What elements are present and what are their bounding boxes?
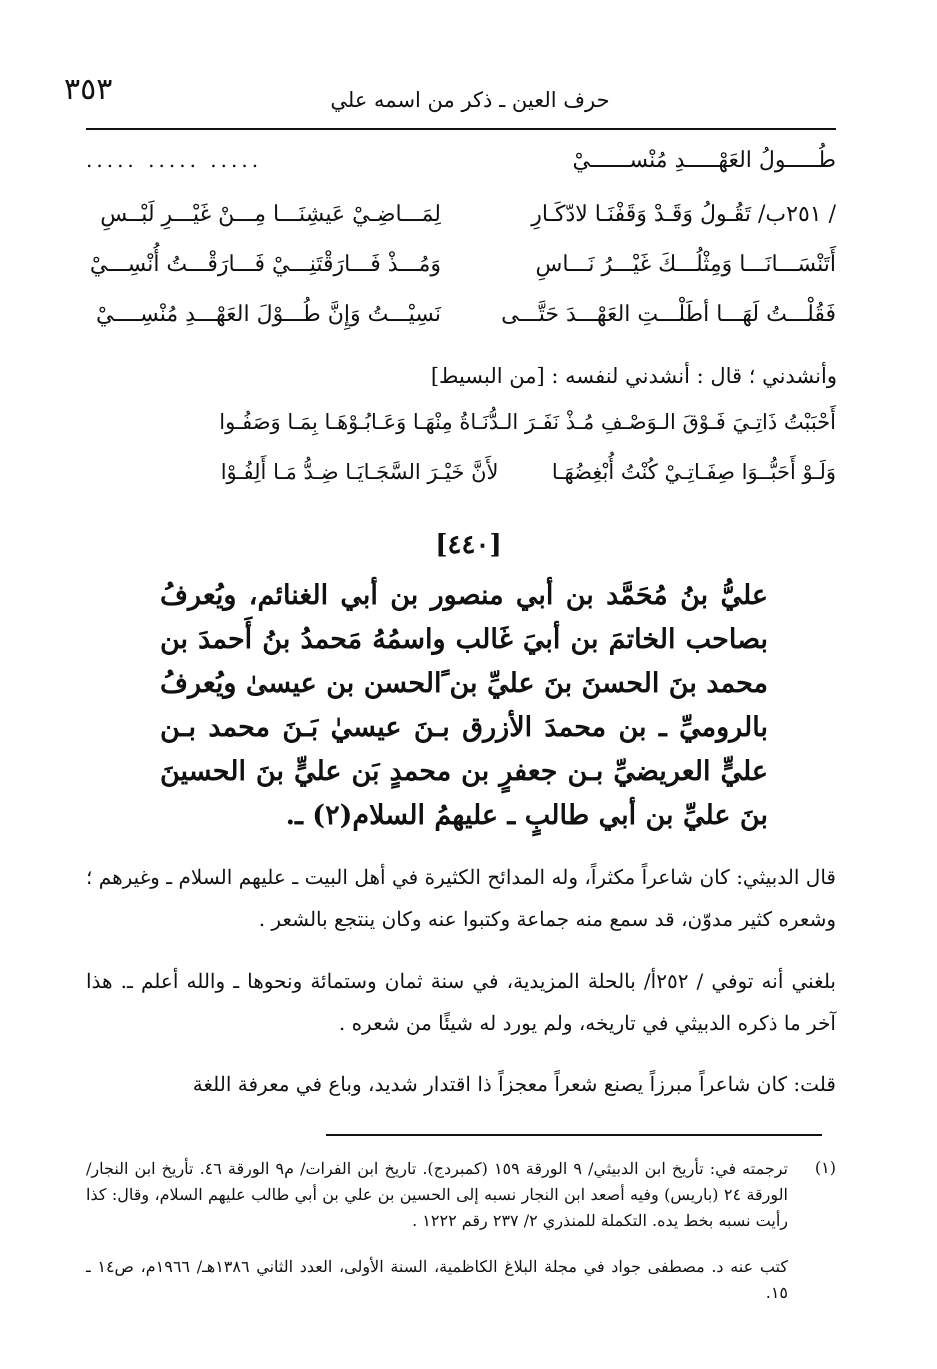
poem-verse-row <box>86 202 836 252</box>
ellipsis-dots: ‪..... ..... .....‬ <box>86 148 263 172</box>
poem-full-line: وَلَـوْ أَحَبُّــوَا صِفَـاتِـيْ كُنْتُ أُبْغِضُهَـا لأَنَّ خَيْـرَ السَّجَـايَـا ضِـدُّ مَـا أَلِفُـوْا <box>220 460 836 484</box>
body-paragraph: بلغني أنه توفي / ٢٥٢أ/ بالحلة المزيدية، في سنة ثمان وستمائة ونحوها ـ والله أعلم ـ. هذا آخر ما ذكره الدبيثي في تاريخه، ولم يورد له شيئًا من شعره . <box>86 969 836 1035</box>
footnote-text: كتب عنه د. مصطفى جواد في مجلة البلاغ الكاظمية، السنة الأولى، العدد الثاني ١٣٨٦هـ/ ١٩٦٦م، ص١٤ ـ ١٥. <box>86 1257 788 1302</box>
poem-hemistich-left: لِمَـــاضِـيْ عَيشِنَـــا مِـــنْ غَيْـــرِ لَبْــسِ <box>100 202 441 227</box>
entry-number: [٤٤٠] <box>435 530 502 560</box>
poem-verse-row <box>86 302 836 352</box>
entry-biography: عليُّ بنُ مُحَمَّد بن أبي منصور بن أبي الغنائم، ويُعرفُ بصاحب الخاتمَ بن أبيَ غَالب واسمُهُ مَحمدُ بنُ أَحمدَ بن محمد بنَ الحسنَ بنَ عليِّ بن ًالحسن بن عيسىٰ ويُعرفُ بالروميِّ ـ بن محمدَ الأزرق بـنَ عيسيٰ بَـنَ محمد بـن عليٍّ العريضيِّ بـن جعفرٍ بن محمدٍ بَن عليٍّ بنَ الحسينَ بنَ عليِّ بن أبي طالبٍ ـ عليهمُ السلام(٢) ـ. <box>160 580 768 831</box>
body-paragraph: قال الدبيثي: كان شاعراً مكثراً، وله المدائح الكثيرة في أهل البيت ـ عليهم السلام ـ وغيرهم ؛ وشعره كثير مدوّن، قد سمع منه جماعة وكتبوا عنه وكان ينتجع بالشعر . <box>86 865 836 931</box>
footnote-rule <box>326 1134 822 1136</box>
poem-hemistich-left: نَسِيْـــتُ وَإِنَّ طُـــوْلَ العَهْـــدِ مُنْسِــــيْ <box>95 302 441 327</box>
poem-hemistich-left: وَمُـــذْ فَـــارَقْتَنِـــيْ فَـــارَقْـــتُ أُنْسِـــيْ <box>89 252 441 277</box>
poem-full-line: أَحْبَبْتُ ذَاتِـيَ فَـوْقَ الـوَصْـفِ مُـذْ نَفَـرَ الـدُّنَـاةُ مِنْهَـا وَعَـابُـوْهَـا بِمَـا وَصَفُـوا <box>219 410 836 434</box>
page-number: ٣٥٣ <box>64 72 113 107</box>
poem-hemistich-right: / ٢٥١ب/ تَقُـولُ وَقَـدْ وَقَفْنَـا لادّكَـارِ <box>531 202 836 227</box>
header-rule <box>86 128 836 130</box>
running-title: حرف العين ـ ذكر من اسمه علي <box>330 88 610 112</box>
footnote-marker: (١) <box>814 1158 836 1177</box>
poem-intro: وأنشدني ؛ قال : أنشدني لنفسه : [من البسيط] <box>430 364 837 388</box>
poem-hemistich-right: أَتَنْسَـــانَـــا وَمِثْلُـــكَ غَيْـــرُ نَـــاسِ <box>535 252 836 277</box>
poem-hemistich-right: طُـــــولُ العَهْـــــدِ مُنْســــــيْ <box>572 148 836 173</box>
footnote-text: ترجمته في: تأريخ ابن الدبيثي/ ٩ الورقة ١٥٩ (كمبردج). تاريخ ابن الفرات/ م٩ الورقة ٤٦. تأريخ ابن النجار/ الورقة ٢٤ (باريس) وفيه أصعد ابن النجار نسبه إلى الحسين بن علي بن أبي طالب عليهم السلام، وقال: كذا رأيت نسبه بخط يده. التكملة للمنذري ٢/ ٢٣٧ رقم ١٢٢٢ . <box>86 1159 788 1230</box>
poem-hemistich-right: فَقُلْـــتُ لَهَـــا أطَلْـــتِ العَهْـــدَ حَتَّـــى <box>501 302 836 327</box>
poem-verse-row <box>86 252 836 302</box>
body-paragraph: قلت: كان شاعراً مبرزاً يصنع شعراً معجزاً ذا اقتدار شديد، وباع في معرفة اللغة <box>192 1072 836 1096</box>
poem-verse-row <box>86 148 836 198</box>
